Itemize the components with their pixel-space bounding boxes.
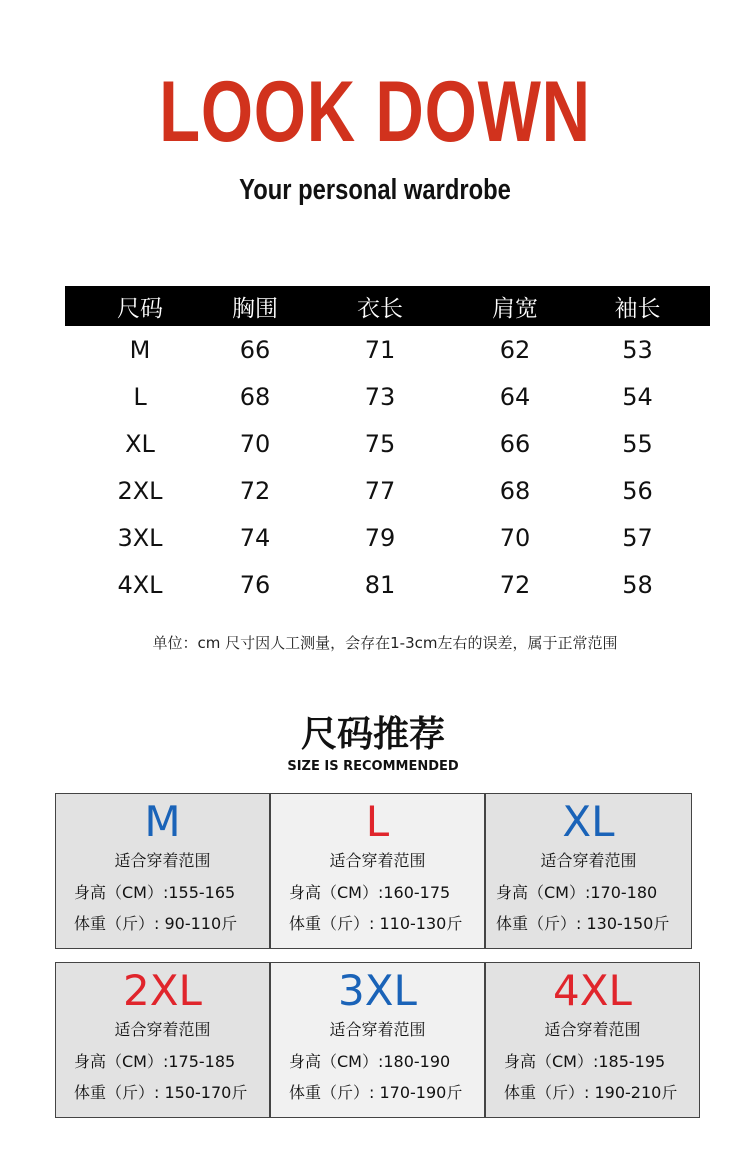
- card-weight-range: 体重（斤）: 90-110斤: [74, 914, 238, 933]
- table-cell: 79: [364, 523, 396, 552]
- size-card-xl: [485, 793, 692, 949]
- table-cell: 75: [364, 429, 396, 458]
- card-size-label: L: [365, 797, 390, 846]
- table-cell: 72: [239, 476, 271, 505]
- card-weight-range: 体重（斤）: 150-170斤: [74, 1083, 248, 1102]
- table-row: [65, 420, 710, 467]
- table-cell: 53: [622, 335, 653, 364]
- size-card-3xl: [270, 962, 485, 1118]
- table-cell: 62: [499, 335, 531, 364]
- card-size-label: 3XL: [338, 966, 417, 1015]
- table-cell: 54: [622, 382, 653, 411]
- measurement-note: 单位：cm 尺寸因人工测量，会存在1-3cm左右的误差，属于正常范围: [152, 634, 618, 652]
- column-header: 肩宽: [465, 286, 565, 326]
- table-cell: 56: [622, 476, 653, 505]
- recommend-title: 尺码推荐: [300, 714, 445, 755]
- table-row: [65, 467, 710, 514]
- card-height-range: 身高（CM）:185-195: [504, 1052, 666, 1071]
- table-cell: 55: [622, 429, 653, 458]
- recommend-subtitle: SIZE IS RECOMMENDED: [287, 759, 459, 774]
- card-fit-label: 适合穿着范围: [329, 851, 426, 870]
- card-fit-label: 适合穿着范围: [544, 1020, 641, 1039]
- card-weight-range: 体重（斤）: 130-150斤: [496, 914, 670, 933]
- table-cell: 74: [239, 523, 271, 552]
- card-size-label: 2XL: [123, 966, 202, 1015]
- table-cell: 77: [364, 476, 396, 505]
- size-card-4xl: [485, 962, 700, 1118]
- card-weight-range: 体重（斤）: 110-130斤: [289, 914, 463, 933]
- card-weight-range: 体重（斤）: 170-190斤: [289, 1083, 463, 1102]
- table-cell: 70: [499, 523, 531, 552]
- card-size-label: M: [144, 797, 181, 846]
- table-row: [65, 514, 710, 561]
- size-chart-table: [65, 286, 710, 608]
- column-header: 尺码: [65, 286, 215, 326]
- card-height-range: 身高（CM）:155-165: [74, 883, 236, 902]
- table-cell: M: [129, 335, 151, 364]
- column-header: 袖长: [565, 286, 710, 326]
- column-header: 衣长: [295, 286, 465, 326]
- table-cell: 64: [499, 382, 531, 411]
- card-height-range: 身高（CM）:175-185: [74, 1052, 236, 1071]
- table-cell: 66: [239, 335, 271, 364]
- brand-title: LOOK DOWN: [159, 64, 591, 160]
- table-cell: XL: [125, 429, 155, 458]
- table-cell: 57: [622, 523, 653, 552]
- table-cell: 76: [239, 570, 271, 599]
- table-row: [65, 326, 710, 373]
- size-card-2xl: [55, 962, 270, 1118]
- table-cell: 66: [499, 429, 531, 458]
- table-cell: 81: [364, 570, 396, 599]
- table-cell: 3XL: [117, 523, 163, 552]
- card-height-range: 身高（CM）:170-180: [496, 883, 658, 902]
- table-cell: 72: [499, 570, 531, 599]
- card-fit-label: 适合穿着范围: [114, 851, 211, 870]
- table-cell: 58: [622, 570, 653, 599]
- table-cell: 71: [364, 335, 396, 364]
- size-card-m: [55, 793, 270, 949]
- table-cell: 70: [239, 429, 271, 458]
- table-row: [65, 561, 710, 608]
- card-height-range: 身高（CM）:180-190: [289, 1052, 451, 1071]
- table-cell: 73: [364, 382, 396, 411]
- card-height-range: 身高（CM）:160-175: [289, 883, 451, 902]
- card-size-label: XL: [562, 797, 615, 846]
- table-cell: L: [133, 382, 147, 411]
- card-fit-label: 适合穿着范围: [114, 1020, 211, 1039]
- column-header: 胸围: [215, 286, 295, 326]
- size-card-l: [270, 793, 485, 949]
- brand-tagline: Your personal wardrobe: [239, 174, 511, 206]
- table-cell: 68: [499, 476, 531, 505]
- size-table-header-row: [65, 286, 710, 326]
- card-fit-label: 适合穿着范围: [540, 851, 637, 870]
- card-size-label: 4XL: [553, 966, 632, 1015]
- table-cell: 68: [239, 382, 271, 411]
- table-cell: 2XL: [117, 476, 163, 505]
- table-row: [65, 373, 710, 420]
- card-fit-label: 适合穿着范围: [329, 1020, 426, 1039]
- card-weight-range: 体重（斤）: 190-210斤: [504, 1083, 678, 1102]
- table-cell: 4XL: [117, 570, 163, 599]
